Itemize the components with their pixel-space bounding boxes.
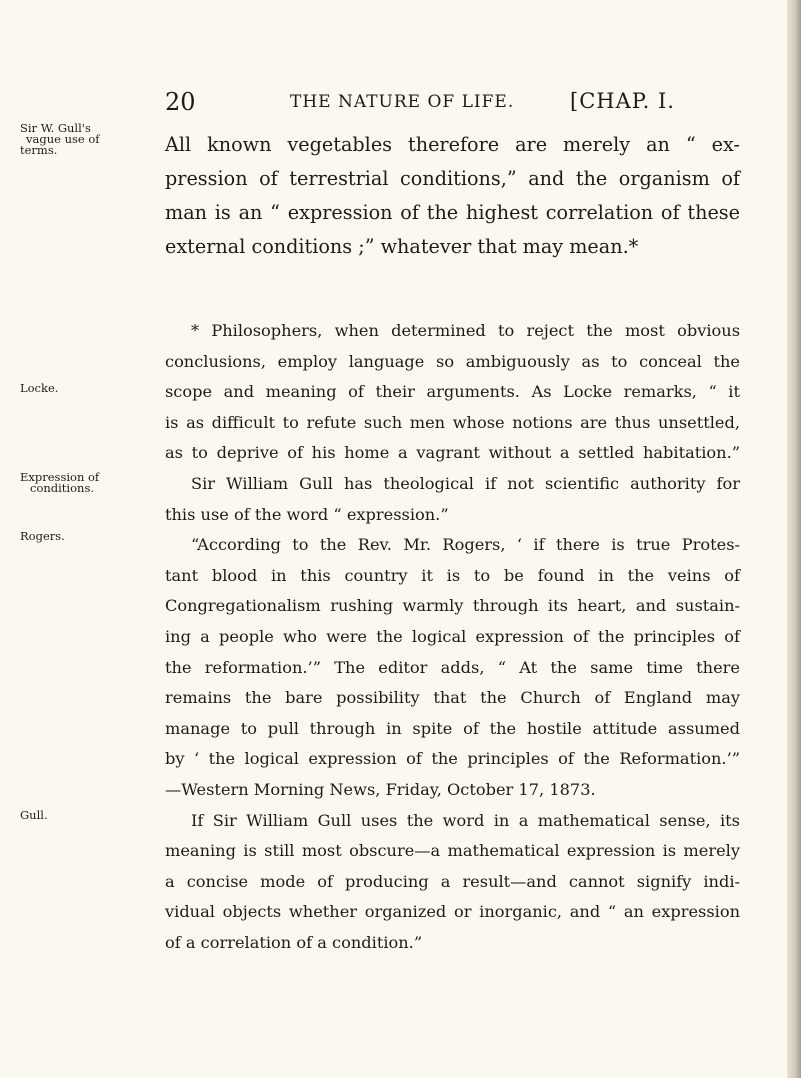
text-line: man is an “ expression of the highest correlation of these — [165, 201, 740, 224]
sidenote-line: Sir W. Gull's — [20, 121, 91, 135]
page-edge — [787, 0, 801, 1078]
footnote-line: Congregationalism rushing warmly through its heart, and sustain- — [165, 596, 740, 616]
sidenote-rogers — [20, 531, 145, 542]
sidenote-line: vague use of — [26, 132, 100, 146]
text-line: external conditions ;” whatever that may mean.* — [165, 235, 639, 258]
footnote-line: —Western Morning News, Friday, October 17, 1873. — [165, 779, 596, 799]
footnote-line: of a correlation of a condition.” — [165, 932, 423, 952]
sidenote-gull — [20, 810, 145, 821]
sidenote-line: terms. — [20, 143, 58, 157]
footnote-line: as to deprive of his home a vagrant without a settled habitation.” — [165, 443, 740, 463]
footnote-line: is as difficult to refute such men whose notions are thus unsettled, — [165, 412, 740, 432]
footnote-line: vidual objects whether organized or inorganic, and “ an expression — [165, 902, 740, 922]
footnote-line: If Sir William Gull uses the word in a mathematical sense, its — [191, 810, 740, 830]
footnote-line: tant blood in this country it is to be found in the veins of — [165, 565, 740, 585]
footnote-line: * Philosophers, when determined to reject the most obvious — [191, 321, 740, 340]
footnote-line: this use of the word “ expression.” — [165, 504, 449, 524]
footnote-line: meaning is still most obscure—a mathematical expression is merely — [165, 841, 740, 861]
chapter-label: [CHAP. I. — [570, 89, 675, 113]
sidenote-line: conditions. — [30, 481, 94, 495]
page-number: 20 — [165, 88, 196, 116]
sidenote-line: Locke. — [20, 381, 59, 395]
footnote-line: the reformation.’” The editor adds, “ At the same time there — [165, 657, 740, 677]
footnote-line: Sir William Gull has theological if not scientific authority for — [191, 473, 740, 493]
sidenote-line: Gull. — [20, 808, 48, 822]
footnote-line: scope and meaning of their arguments. As Locke remarks, “ it — [165, 382, 740, 402]
running-header — [0, 88, 801, 118]
footnote-line: a concise mode of producing a result—and cannot signify indi- — [165, 871, 740, 891]
footnote-line: by ‘ the logical expression of the principles of the Reformation.’” — [165, 749, 740, 769]
footnote — [165, 316, 740, 958]
text-line: pression of terrestrial conditions,” and the organism of — [165, 167, 740, 190]
sidenote-line: Expression of — [20, 470, 100, 484]
sidenote-expression — [20, 472, 145, 494]
main-paragraph — [165, 128, 740, 264]
footnote-line: “According to the Rev. Mr. Rogers, ‘ if there is true Protes- — [191, 535, 740, 555]
footnote-line: manage to pull through in spite of the hostile attitude assumed — [165, 718, 740, 738]
footnote-line: conclusions, employ language so ambiguously as to conceal the — [165, 351, 740, 371]
sidenote-line: Rogers. — [20, 529, 65, 543]
running-title: THE NATURE OF LIFE. — [290, 92, 515, 112]
footnote-line: ing a people who were the logical expression of the principles of — [165, 626, 740, 646]
footnote-line: remains the bare possibility that the Church of England may — [165, 688, 740, 708]
sidenote-gull-terms — [20, 123, 145, 156]
sidenote-locke — [20, 383, 145, 394]
text-line: All known vegetables therefore are merely an “ ex- — [165, 133, 740, 156]
